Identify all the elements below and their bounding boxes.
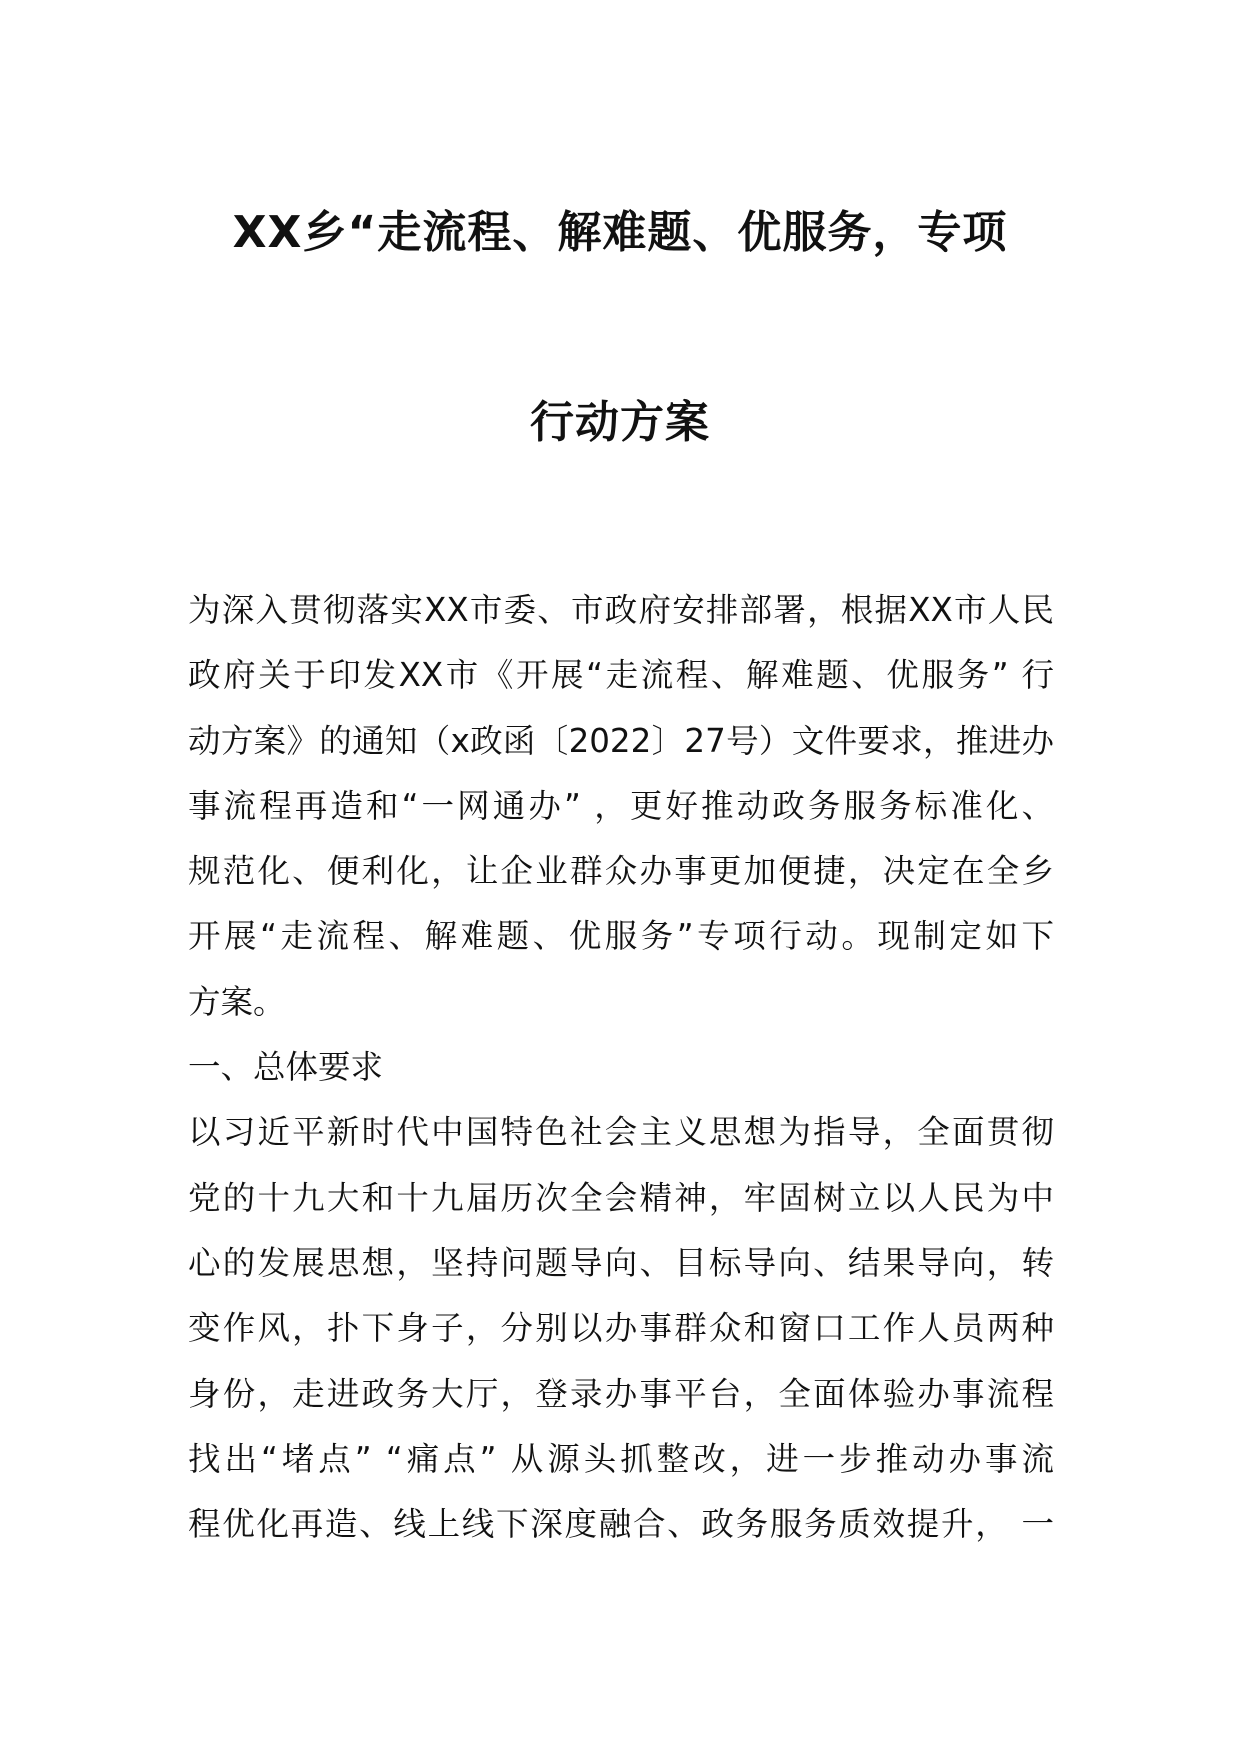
body-line: 身份，走进政务大厅，登录办事平台，全面体验办事流程: [188, 1374, 1054, 1413]
body-line: 心的发展思想，坚持问题导向、目标导向、结果导向，转: [188, 1243, 1054, 1282]
body-line: 开展“走流程、解难题、优服务”专项行动。现制定如下: [188, 917, 1054, 956]
document-title-line-2: 行动方案: [530, 397, 710, 448]
body-line: 党的十九大和十九届历次全会精神，牢固树立以人民为中: [188, 1178, 1054, 1217]
body-line: 程优化再造、线上线下深度融合、政务服务质效提升， 一: [188, 1505, 1054, 1544]
body-line: 政府关于印发XX市《开展“走流程、解难题、优服务” 行: [188, 656, 1054, 695]
body-line: 为深入贯彻落实XX市委、市政府安排部署，根据XX市人民: [188, 591, 1054, 629]
body-line: 事流程再造和“一网通办” ，更好推动政务服务标准化、: [188, 786, 1054, 825]
body-line: 动方案》的通知（x政函〔2022〕27号）文件要求，推进办: [188, 721, 1054, 760]
document-title-line-1: XX乡“走流程、解难题、优服务，专项: [232, 207, 1008, 258]
body-line: 变作风，扑下身子，分别以办事群众和窗口工作人员两种: [188, 1309, 1054, 1348]
body-line: 找出“堵点” “痛点” 从源头抓整改，进一步推动办事流: [188, 1439, 1054, 1478]
body-line: 规范化、便利化，让企业群众办事更加便捷，决定在全乡: [188, 852, 1054, 891]
section-heading: 一、总体要求: [188, 1048, 384, 1087]
document-body: [188, 578, 1054, 1557]
body-line: 以习近平新时代中国特色社会主义思想为指导，全面贯彻: [188, 1113, 1054, 1152]
body-line: 方案。: [188, 982, 286, 1021]
